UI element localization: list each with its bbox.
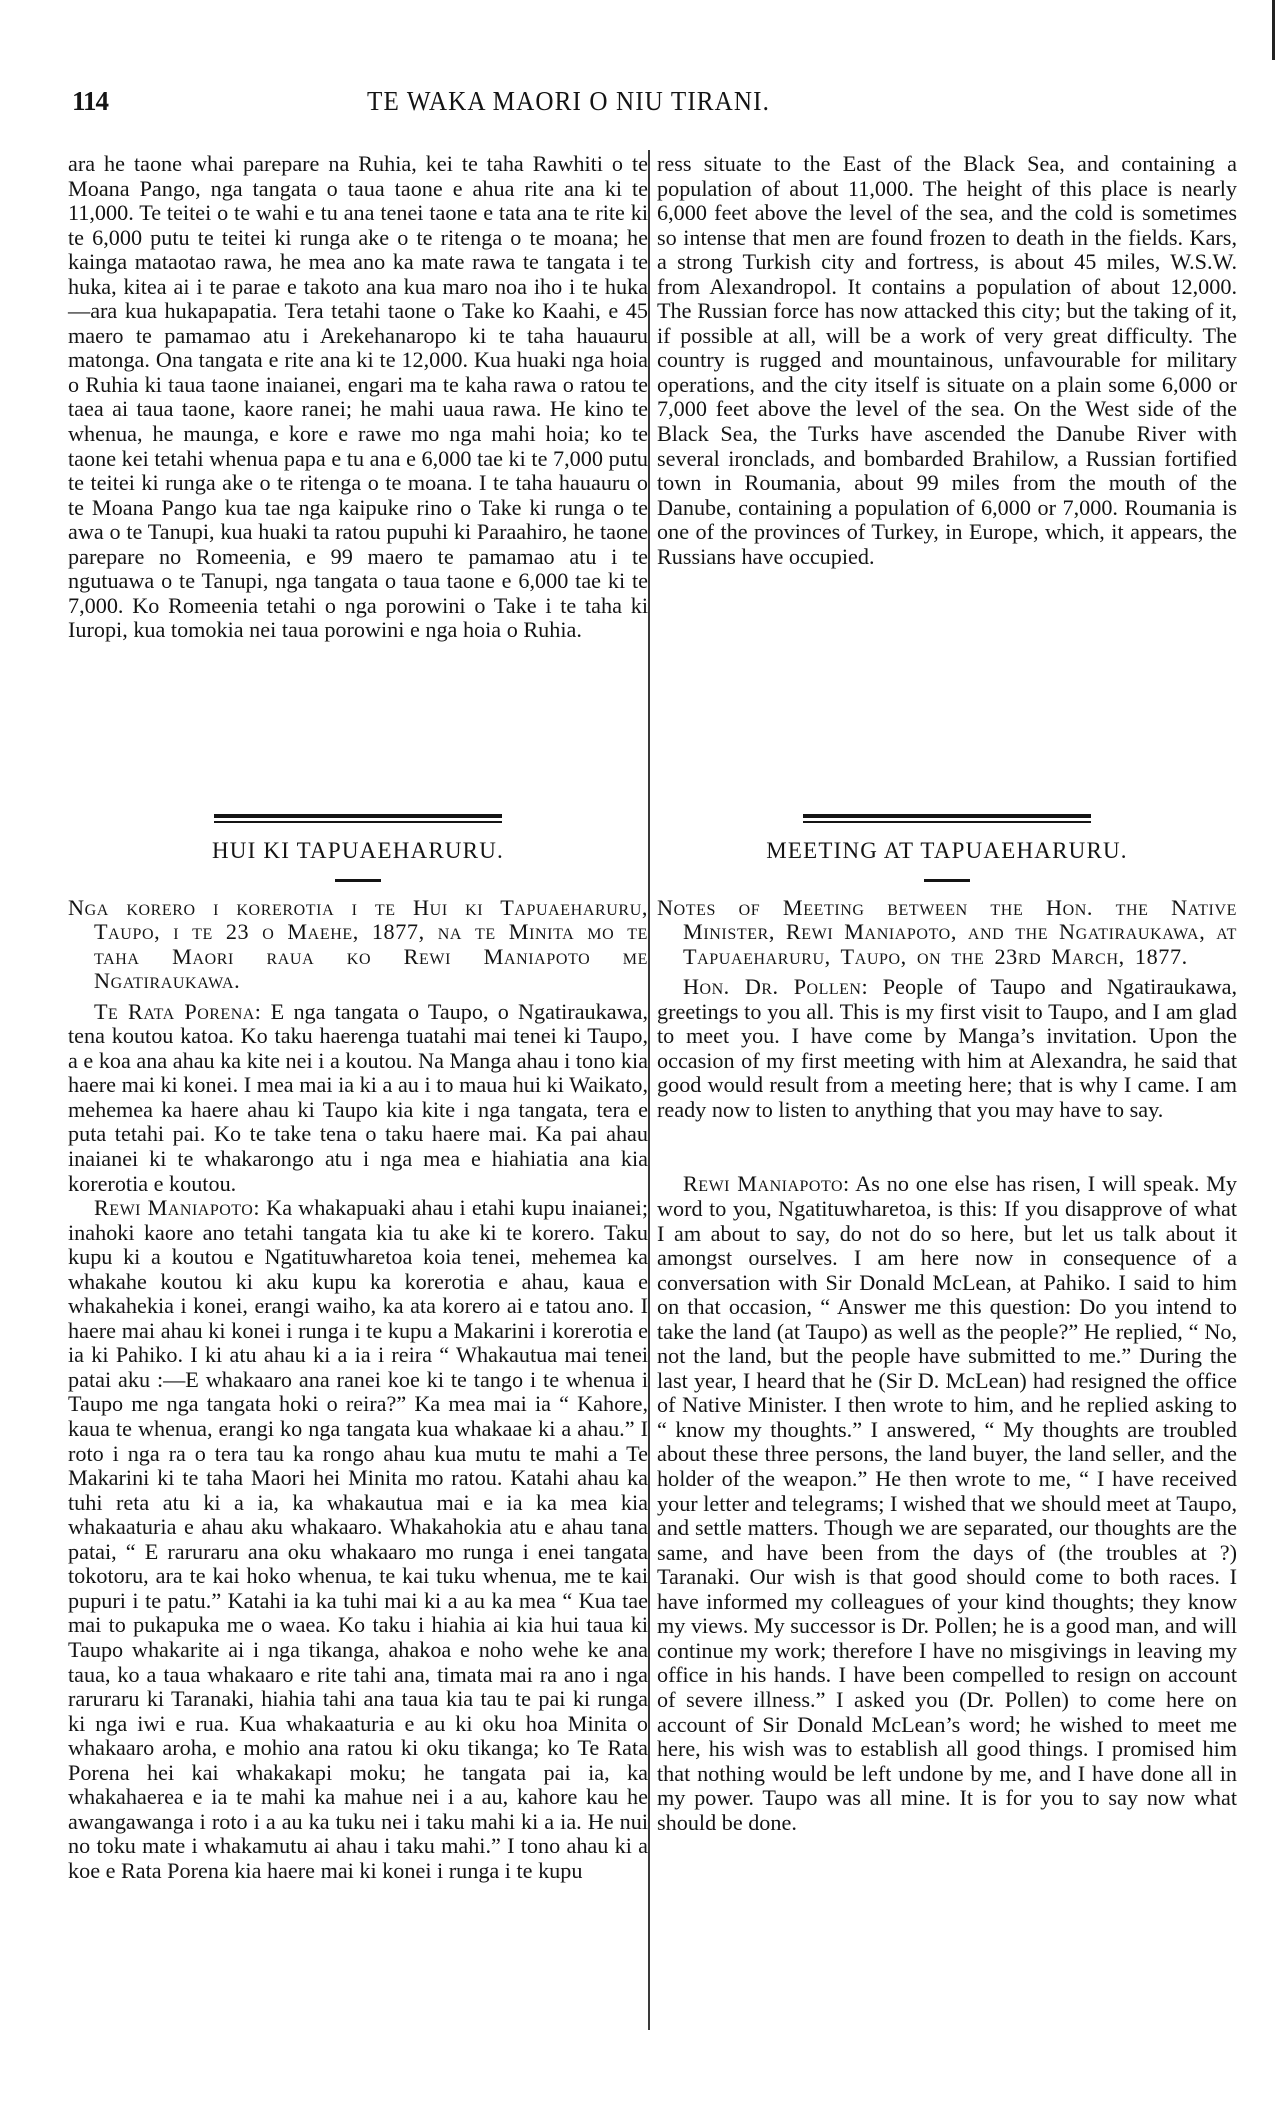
continued-article-text: ress situate to the East of the Black Sea, and containing a population of about 11,000. The height of this place is nearly 6,000 feet above the level of the sea, and the cold is sometimes so intense that men are found frozen to death in the fields. Kars, a strong Turkish city and fortress, is about 45 miles, W.S.W. from Alexandropol. It contains a population of about 12,000. The Russian force has now attacked this city; but the taking of it, if possible at all, will be a work of very great difficulty. The country is rugged and mountainous, unfavourable for military operations, and the city itself is situate on a plain some 6,000 or 7,000 feet above the level of the sea. On the West side of the Black Sea, the Turks have ascended the Danube River with several ironclads, and bombarded Brahilow, a Russian fortified town in Roumania, about 99 miles from the mouth of the Danube, containing a population of 6,000 or 7,000. Roumania is one of the provinces of Turkey, in Europe, which, it appears, the Russians have occupied. (657, 151, 1237, 569)
section-divider (214, 814, 502, 823)
left-column-maori (68, 152, 648, 1883)
article-subheading: Nga korero i korerotia i te Hui ki Tapuaeharuru, Taupo, i te 23 o Maehe, 1877, na te Minita mo te taha Maori raua ko Rewi Maniapoto me Ngatiraukawa. (68, 894, 648, 994)
article-subheading: Notes of Meeting between the Hon. the Native Minister, Rewi Maniapoto, and the Ngatiraukawa, at Tapuaeharuru, Taupo, on the 23rd March, 1877. (657, 894, 1237, 969)
continued-article-text: ara he taone whai parepare na Ruhia, kei te taha Rawhiti o te Moana Pango, nga tangata o taua taone e ahua rite ana ki te 11,000. Te teitei o te wahi e tu ana tenei taone e tata ana te rite ki te 6,000 putu te teitei ki runga ake o te ritenga o te moana; he kainga mataotao rawa, he mea ano ka mate rawa te tangata i te huka, kitea ai i te parae e takoto ana kua maro noa iho i te huka—ara kua hukapapatia. Tera tetahi taone o Take ko Kaahi, e 45 maero te pamamao atu i Arekehanaropo ki te taha hauauru matonga. Ona tangata e rite ana ki te 12,000. Kua huaki nga hoia o Ruhia ki taua taone inaianei, engari ma te kaha rawa o ratou te taea ai taua taone, kaore ranei; he mahi uaua rawa. He kino te whenua, he maunga, e kore e rawe mo nga mahi hoia; ko te taone kei tetahi whenua papa e tu ana e 6,000 tae ki te 7,000 putu te teitei ki runga ake o te ritenga o te moana. I te taha hauauru o te Moana Pango kua tae nga kaipuke rino o Take ki runga o te awa o te Tanupi, kua huaki ta ratou pupuhi ki Paraahiro, he taone parepare no Romeenia, e 99 maero te pamamao atu i te ngutuawa o te Tanupi, nga tangata o taua taone e 6,000 tae ki te 7,000. Ko Romeenia tetahi o nga porowini o Take i te taha ki Iuropi, kua tomokia nei taua porowini e nga hoia o Ruhia. (68, 151, 648, 643)
page-header (72, 86, 1212, 126)
speech-paragraph (68, 1196, 648, 1883)
right-column-english (657, 152, 1237, 1835)
page-number: 114 (72, 86, 109, 116)
running-title: TE WAKA MAORI O NIU TIRANI. (367, 86, 771, 116)
section-title: MEETING AT TAPUAEHARURU. (766, 837, 1128, 863)
speaker-name: Rewi Maniapoto: (683, 1171, 850, 1197)
speech-paragraph (657, 975, 1237, 1122)
speech-text: As no one else has risen, I will speak. My word to you, Ngatituwharetoa, is this: If you disapprove of what I am about to say, do not do so here, but let us talk about it amongst ourselves. I am here now in consequence of a conversation with Sir Donald McLean, at Pahiko. I said to him on that occasion, “ Answer me this question: Do you intend to take the land (at Taupo) as well as the people?” He replied, “ No, not the land, but the people have submitted to me.” During the last year, I heard that he (Sir D. McLean) had resigned the office of Native Minister. I then wrote to him, and he replied asking to “ know my thoughts.” I answered, “ My thoughts are troubled about these three persons, the land buyer, the land seller, and the holder of the weapon.” He then wrote to me, “ I have received your letter and telegrams; I wished that we should meet at Taupo, and settle matters. Though we are separated, our thoughts are the same, and have been from the days of (the troubles at ?) Taranaki. Our wish is that good should come to both races. I have informed my colleagues of your kind thoughts; they know my views. My successor is Dr. Pollen; he is a good man, and will continue my work; therefore I have no misgivings in leaving my office in his hands. I have been compelled to resign on account of severe illness.” I asked you (Dr. Pollen) to come here on account of Sir Donald McLean’s word; he wished to meet me here, his wish was to establish all good things. I promised him that nothing would be left undone by me, and I have done all in my power. Taupo was all mine. It is for you to say now what should be done. (657, 1171, 1237, 1835)
speech-paragraph (68, 1000, 648, 1196)
speech-text: E nga tangata o Taupo, o Ngatiraukawa, tena koutou katoa. Ko taku haerenga tuatahi mai tenei ki Taupo, a e koa ana ahau ka kite nei i a koutou. Na Manga ahau i tono kia haere mai ki konei. I mea mai ia ki a au i to maua hui ki Waikato, mehemea ka haere ahau ki Taupo kia kite i nga tangata, tera e puta tetahi pai. Ko te take tena o taku haere mai. Ka pai ahau inaianei ki te whakarongo atu i nga mea e hiahiatia ana kia korerotia e koutou. (68, 998, 648, 1196)
speech-paragraph (657, 1172, 1237, 1835)
speech-text: People of Taupo and Ngatiraukawa, greetings to you all. This is my first visit to Taupo, and I am glad to meet you. I have come by Manga’s invitation. Upon the occasion of my first meeting with him at Alexandra, he said that good would result from a meeting here; that is why I came. I am ready now to listen to anything that you may have to say. (657, 974, 1238, 1122)
title-underline (924, 879, 970, 882)
speaker-name: Hon. Dr. Pollen: (683, 974, 869, 1000)
speech-text: Ka whakapuaki ahau i etahi kupu inaianei; inahoki kaore ano tetahi tangata kia tu ake ki te korero. Taku kupu ki a koutou e Ngatituwharetoa koia tenei, mehemea ka whakahe koutou ki aku kupu ka korerotia e ahau, kaua e whakahekia i konei, erangi waiho, ka ata korero ai e tatou ano. I haere mai ahau ki konei i runga i te kupu a Makarini i korerotia e ia ki Pahiko. I ki atu ahau ki a ia i reira “ Whakautua mai tenei patai aku :—E whakaaro ana ranei koe ki te tango i te whenua i Taupo me nga tangata hoki o reira?” Ka mea mai ia “ Kahore, kaua te whenua, erangi ko nga tangata kua whakaae ki a ahau.” I roto i nga ra o tera tau ka rongo ahau kua mutu te mahi a Te Makarini ki te taha Maori hei Minita mo ratou. Katahi ahau ka tuhi reta atu ki a ia, ka whakautua mai e ia ka mea kia whakaaturia e ahau aku whakaaro. Whakahokia atu e ahau tana patai, “ E raruraru ana oku whakaaro mo runga i enei tangata tokotoru, ara te kai hoko whenua, te kai tuku whenua, me te kai pupuri i te patu.” Katahi ia ka tuhi mai ki a au ka mea “ Kua tae mai to pukapuka me o waea. Ko taku i hiahia ai kia hui taua ki Taupo whakarite ai i nga tikanga, ahakoa e noho wehe ke ana taua, ko a taua whakaaro e rite tahi ana, timata mai ra ano i nga raruraru ki Taranaki, hiahia tahi ana taua kia tau te pai ki runga ki nga iwi e rua. Kua whakaaturia e au ki oku hoa Minita o whakaaro aroha, e mohio ana ratou ki oku tikanga; ko Te Rata Porena hei kai whakakapi moku; he tangata pai ia, ka whakahaerea e ia te mahi ka mahue nei i a au, kahore kau he awangawanga i roto i a au ka tuku nei i taku mahi ki a ia. He nui no toku mate i whakamutu ai ahau i taku mahi.” I tono ahau ki a koe e Rata Porena kia haere mai ki konei i runga i te kupu (68, 1195, 648, 1883)
section-divider (803, 814, 1091, 823)
section-title: HUI KI TAPUAEHARURU. (212, 837, 504, 863)
speaker-name: Rewi Maniapoto: (94, 1195, 261, 1221)
column-divider (648, 150, 650, 2030)
page-edge-mark (1272, 0, 1275, 60)
speaker-name: Te Rata Porena: (94, 998, 262, 1024)
title-underline (335, 879, 381, 882)
